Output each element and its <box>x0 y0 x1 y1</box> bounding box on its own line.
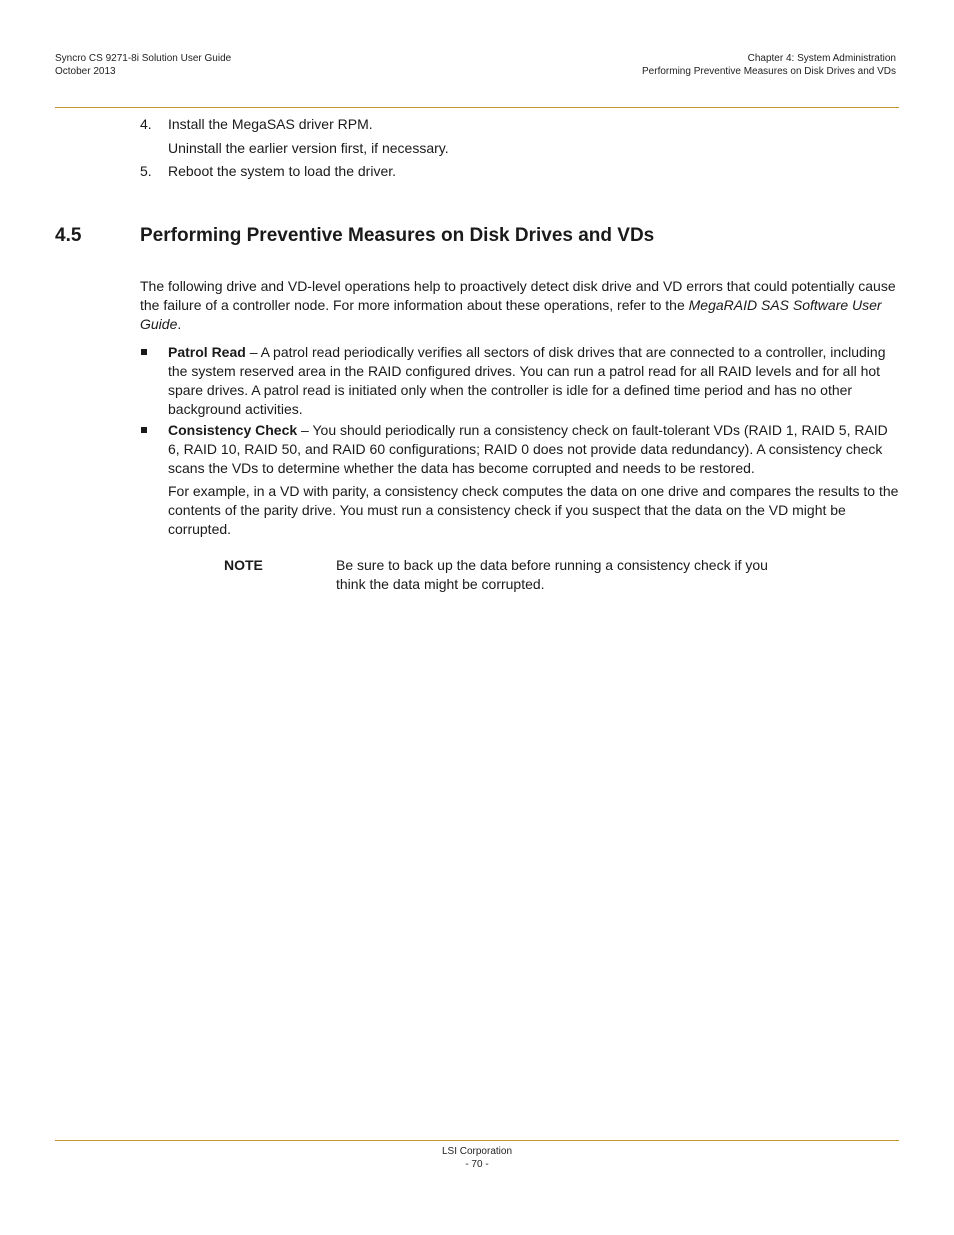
footer-company: LSI Corporation <box>441 1146 513 1157</box>
section-running-title: Performing Preventive Measures on Disk Drives and VDs <box>642 65 896 77</box>
section-heading <box>55 225 900 251</box>
step-text: Install the MegaSAS driver RPM. <box>168 116 373 132</box>
list-item-description: – You should periodically run a consistency check on fault-tolerant VDs (RAID 1, RAID 5, RAID 6, RAID 10, RAID 50, and RAID 60 configurations; RAID 0 does not provide data redundancy). A consistency check scans the VDs to determine whether the data has become corrupted and needs to be restored. <box>168 422 888 476</box>
footer-rule <box>55 1140 899 1141</box>
intro-end: . <box>177 316 182 332</box>
page-number: - 70 - <box>465 1159 489 1170</box>
list-item-text <box>168 343 900 419</box>
step-text: Uninstall the earlier version first, if necessary. <box>168 140 449 156</box>
section-number: 4.5 <box>55 225 82 246</box>
bullet-square-icon <box>141 349 147 355</box>
bullet-square-icon <box>141 427 147 433</box>
step-number: 5. <box>140 163 152 179</box>
chapter-title: Chapter 4: System Administration <box>747 53 896 64</box>
note-label: NOTE <box>224 557 263 573</box>
document-date: October 2013 <box>55 65 116 77</box>
section-title: Performing Preventive Measures on Disk Drives and VDs <box>140 225 655 246</box>
note-text: Be sure to back up the data before running a consistency check if you think the data might be corrupted. <box>336 557 768 592</box>
list-item-text <box>168 421 900 478</box>
document-title: Syncro CS 9271-8i Solution User Guide <box>55 53 232 64</box>
list-item-description: – A patrol read periodically verifies all sectors of disk drives that are connected to a controller, including the system reserved area in the RAID configured drives. You can run a patrol read for all RAID levels and for all hot spare drives. A patrol read is initiated only when the controller is idle for a defined time period and has no other background activities. <box>168 344 886 417</box>
running-header-left <box>55 53 231 78</box>
step-text: Reboot the system to load the driver. <box>168 163 397 179</box>
running-header-right <box>642 53 896 78</box>
intro-text: The following drive and VD-level operations help to proactively detect disk drive and VD errors that could potentially cause the failure of a controller node. For more information about these operations, refer to the <box>140 278 896 313</box>
header-rule <box>55 107 899 108</box>
reference-title: MegaRAID SAS Software User Guide <box>140 297 882 332</box>
intro-paragraph <box>140 277 900 334</box>
step-number: 4. <box>140 116 152 132</box>
list-item-term: Patrol Read <box>168 344 246 360</box>
list-item-term: Consistency Check <box>168 422 298 438</box>
followup-paragraph: For example, in a VD with parity, a consistency check computes the data on one drive and compares the results to the contents of the parity drive. You must run a consistency check if you suspect that the data on the VD might be corrupted. <box>168 483 899 537</box>
